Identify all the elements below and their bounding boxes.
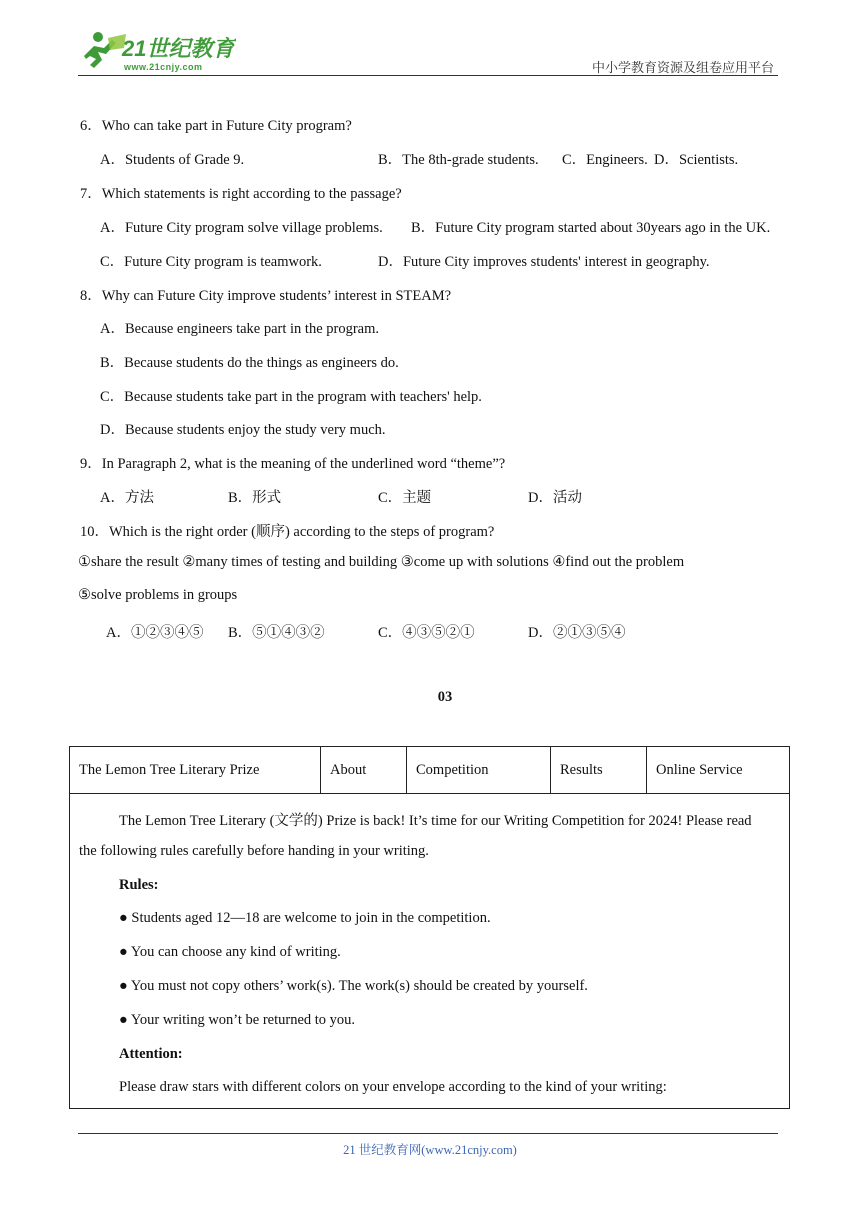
runner-icon: [76, 28, 236, 74]
question-6-option-d: D．Scientists.: [654, 152, 739, 168]
notice-intro-line1: The Lemon Tree Literary (文学的) Prize is back! It’s time for our Writing Competition for 2024! Please read: [119, 813, 752, 829]
question-9-option-a: A．方法: [100, 490, 154, 506]
question-8-stem: 8．Why can Future City improve students’ interest in STEAM?: [80, 288, 452, 304]
question-6-option-c: C．Engineers.: [562, 152, 648, 168]
rule-item: ● Your writing won’t be returned to you.: [119, 1012, 356, 1028]
question-7-option-d: D．Future City improves students' interest in geography.: [378, 254, 710, 270]
literary-prize-notice: [69, 746, 790, 1109]
tab-competition[interactable]: Competition: [407, 747, 551, 793]
question-8-option-b: B．Because students do the things as engineers do.: [100, 355, 399, 371]
question-7-option-b: B．Future City program started about 30years ago in the UK.: [411, 220, 771, 236]
section-number: 03: [437, 689, 453, 705]
question-9-stem: 9．In Paragraph 2, what is the meaning of the underlined word “theme”?: [80, 456, 506, 472]
svg-text:21世纪教育: 21世纪教育: [122, 36, 235, 61]
footer-site-text[interactable]: 21 世纪教育网(www.21cnjy.com): [343, 1143, 517, 1157]
question-9-option-c: C．主题: [378, 490, 432, 506]
footer-divider: [78, 1133, 778, 1134]
svg-text:www.21cnjy.com: www.21cnjy.com: [124, 62, 203, 72]
question-9-option-d: D．活动: [528, 490, 582, 506]
attention-heading: Attention:: [119, 1046, 183, 1062]
question-6-option-b: B．The 8th-grade students.: [378, 152, 539, 168]
header-platform-text: 中小学教育资源及组卷应用平台: [591, 60, 774, 75]
rule-item: ● You can choose any kind of writing.: [119, 944, 341, 960]
question-10-steps-line2: ⑤solve problems in groups: [78, 587, 238, 603]
rule-item: ● Students aged 12—18 are welcome to join in the competition.: [119, 910, 491, 926]
question-10-option-c: C．④③⑤②①: [378, 625, 475, 641]
question-8-option-a: A．Because engineers take part in the program.: [100, 321, 380, 337]
tab-results[interactable]: Results: [551, 747, 647, 793]
notice-nav-row: [70, 747, 789, 794]
tab-online-service[interactable]: Online Service: [656, 762, 743, 778]
question-6-option-a: A．Students of Grade 9.: [100, 152, 245, 168]
question-8-option-c: C．Because students take part in the program with teachers' help.: [100, 389, 482, 405]
question-8-option-d: D．Because students enjoy the study very much.: [100, 422, 386, 438]
header-divider: [78, 75, 778, 76]
tab-lemon-tree-literary-prize[interactable]: The Lemon Tree Literary Prize: [70, 747, 321, 793]
question-9-option-b: B．形式: [228, 490, 282, 506]
tab-about[interactable]: About: [321, 747, 407, 793]
question-10-option-b: B．⑤①④③②: [228, 625, 325, 641]
notice-intro-line2: the following rules carefully before handing in your writing.: [79, 843, 429, 859]
question-7-stem: 7．Which statements is right according to the passage?: [80, 186, 402, 202]
question-10-steps-line1: ①share the result ②many times of testing and building ③come up with solutions ④find out the problem: [78, 554, 685, 570]
question-7-option-c: C．Future City program is teamwork.: [100, 254, 322, 270]
question-10-option-a: A．①②③④⑤: [106, 625, 204, 641]
question-7-option-a: A．Future City program solve village problems.: [100, 220, 383, 236]
rules-heading: Rules:: [119, 877, 159, 893]
question-10-option-d: D．②①③⑤④: [528, 625, 626, 641]
site-logo: [76, 28, 236, 74]
question-6-stem: 6．Who can take part in Future City program?: [80, 118, 352, 134]
rule-item: ● You must not copy others’ work(s). The work(s) should be created by yourself.: [119, 978, 588, 994]
attention-text: Please draw stars with different colors on your envelope according to the kind of your writing:: [119, 1079, 667, 1095]
question-10-stem: 10．Which is the right order (顺序) according to the steps of program?: [80, 524, 495, 540]
